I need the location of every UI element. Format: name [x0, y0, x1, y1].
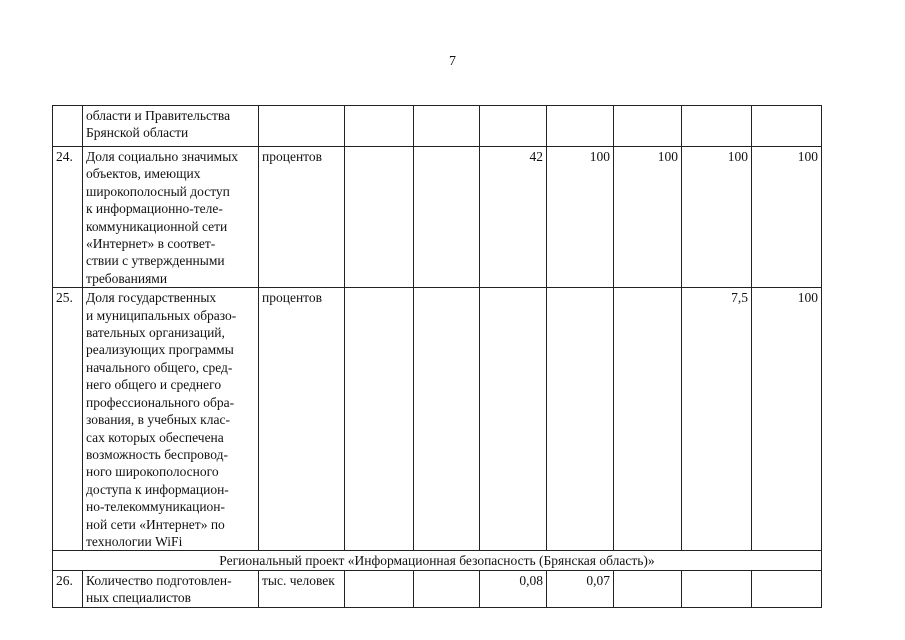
row-number: 26.: [53, 570, 83, 607]
indicator-name-line: сах которых обеспечена: [86, 429, 224, 445]
value-cell: [614, 570, 682, 607]
indicator-name-line: профессионального обра-: [86, 394, 235, 410]
value-cell: 0,07: [547, 570, 614, 607]
value-cell: [414, 570, 480, 607]
indicator-name-line: вательных организаций,: [86, 325, 225, 341]
indicator-name-line: требованиями: [86, 270, 168, 286]
section-title: Региональный проект «Информационная безопасность (Брянская область)»: [53, 551, 822, 570]
table-row: [53, 288, 822, 551]
indicator-name-line: технологии WiFi: [86, 533, 183, 549]
value-cell: [752, 106, 822, 147]
indicator-name-line: к информационно-теле-: [86, 201, 223, 217]
indicator-name-line: доступа к информацион-: [86, 481, 229, 497]
indicator-name: [83, 106, 259, 147]
table-row: [53, 106, 822, 147]
indicator-name-line: Доля социально значимых: [86, 149, 239, 164]
indicator-name-line: Количество подготовлен-: [86, 572, 232, 588]
value-cell: 100: [752, 288, 822, 551]
value-cell: [682, 106, 752, 147]
value-cell: [414, 147, 480, 288]
value-cell: [752, 570, 822, 607]
value-cell: [614, 106, 682, 147]
value-cell: [480, 106, 547, 147]
indicator-name-line: возможность беспровод-: [86, 446, 228, 462]
row-number: 24.: [53, 147, 83, 288]
table-row: [53, 570, 822, 607]
value-cell: [345, 570, 414, 607]
page-number: 7: [449, 54, 456, 69]
indicator-name-line: начального общего, сред-: [86, 359, 233, 375]
value-cell: [614, 288, 682, 551]
row-number: 25.: [53, 288, 83, 551]
unit-cell: процентов: [259, 288, 345, 551]
value-cell: [345, 147, 414, 288]
indicator-name: [83, 288, 259, 551]
indicator-name-line: широкополосный доступ: [86, 183, 230, 199]
indicator-name-line: реализующих программы: [86, 342, 234, 358]
value-cell: 42: [480, 147, 547, 288]
indicator-name-line: него общего и среднего: [86, 377, 222, 393]
indicator-name-line: «Интернет» в соответ-: [86, 236, 216, 252]
indicator-name-line: коммуникационной сети: [86, 218, 228, 234]
value-cell: [345, 288, 414, 551]
unit-cell: [259, 106, 345, 147]
value-cell: [480, 288, 547, 551]
indicator-name-line: но-телекоммуникацион-: [86, 499, 226, 515]
value-cell: 100: [547, 147, 614, 288]
indicator-name-line: ных специалистов: [86, 590, 191, 606]
indicator-name-line: ного широкополосного: [86, 464, 219, 480]
indicators-table: [52, 105, 822, 608]
indicator-name-line: ствии с утвержденными: [86, 253, 225, 269]
section-row: [53, 551, 822, 570]
value-cell: [547, 106, 614, 147]
table-row: [53, 147, 822, 288]
indicator-name-line: и муниципальных образо-: [86, 307, 237, 323]
value-cell: [414, 106, 480, 147]
row-number: [53, 106, 83, 147]
indicator-name: [83, 570, 259, 607]
unit-cell: тыс. человек: [259, 570, 345, 607]
value-cell: [682, 570, 752, 607]
value-cell: 7,5: [682, 288, 752, 551]
indicator-name-line: объектов, имеющих: [86, 166, 201, 182]
indicator-name-line: области и Правительства: [86, 108, 231, 123]
indicator-name-line: Брянской области: [86, 125, 189, 141]
indicator-name-line: Доля государственных: [86, 290, 217, 306]
value-cell: [547, 288, 614, 551]
value-cell: 100: [682, 147, 752, 288]
value-cell: 100: [752, 147, 822, 288]
value-cell: 0,08: [480, 570, 547, 607]
value-cell: [345, 106, 414, 147]
value-cell: 100: [614, 147, 682, 288]
indicator-name: [83, 147, 259, 288]
value-cell: [414, 288, 480, 551]
indicator-name-line: ной сети «Интернет» по: [86, 516, 225, 532]
indicator-name-line: зования, в учебных клас-: [86, 412, 230, 428]
unit-cell: процентов: [259, 147, 345, 288]
